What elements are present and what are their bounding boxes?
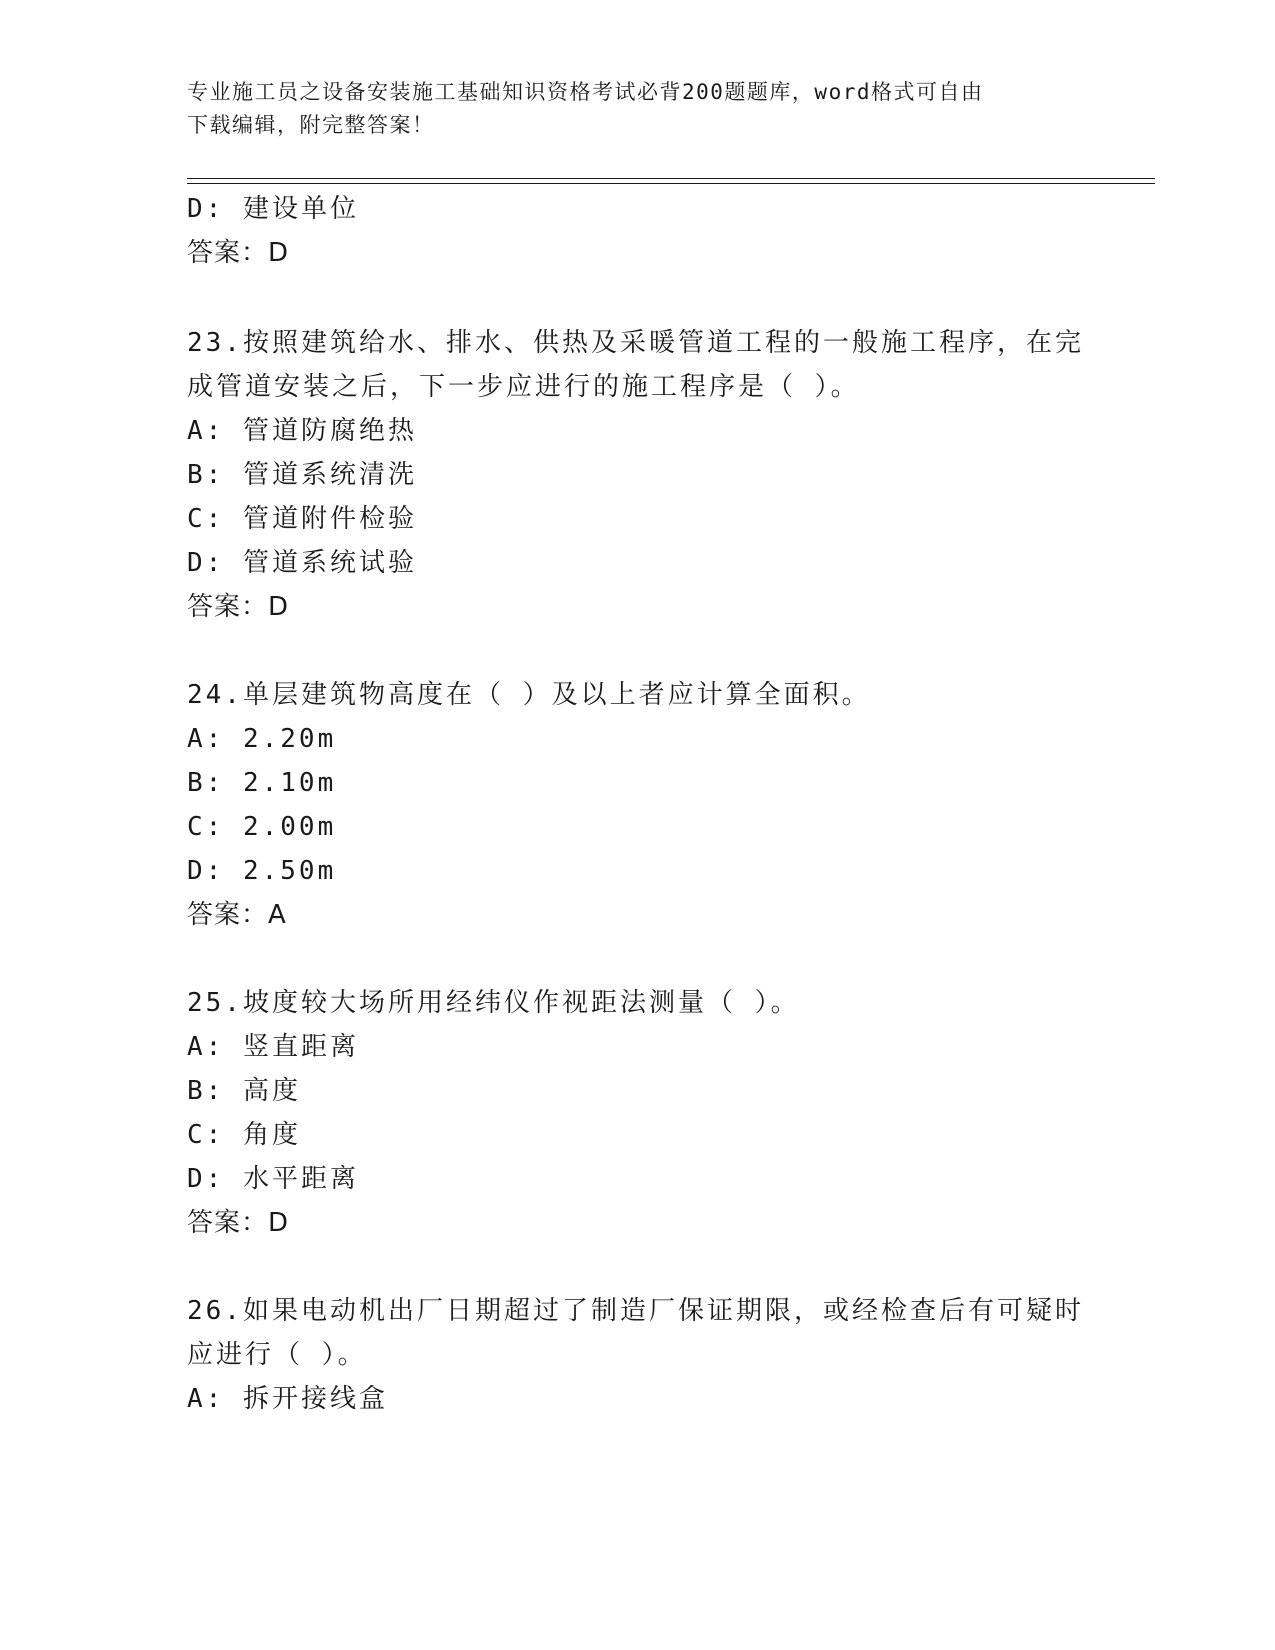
prev-option-d: D: 建设单位 xyxy=(187,194,359,224)
header-rule-bottom xyxy=(187,183,1155,184)
q26-stem-line-2: 应进行（ ）。 xyxy=(187,1340,367,1370)
header-line-2: 下载编辑，附完整答案！ xyxy=(187,113,435,137)
q24-option-c: C: 2.00m xyxy=(187,812,337,842)
q23-stem-line-2: 成管道安装之后，下一步应进行的施工程序是（ ）。 xyxy=(187,372,860,402)
q24-option-a: A: 2.20m xyxy=(187,724,337,754)
q23-option-b: B: 管道系统清洗 xyxy=(187,460,417,490)
q25-option-d: D: 水平距离 xyxy=(187,1164,359,1194)
q26-stem-line-1: 26.如果电动机出厂日期超过了制造厂保证期限，或经检查后有可疑时 xyxy=(187,1296,1084,1326)
header-line-1: 专业施工员之设备安装施工基础知识资格考试必背200题题库，word格式可自由 xyxy=(187,80,984,104)
q25-option-b: B: 高度 xyxy=(187,1076,301,1106)
document-header xyxy=(187,76,1087,142)
q24-stem-line-1: 24.单层建筑物高度在（ ）及以上者应计算全面积。 xyxy=(187,680,871,710)
q24-answer: 答案：A xyxy=(187,900,287,930)
q23-option-a: A: 管道防腐绝热 xyxy=(187,416,417,446)
q25-answer: 答案：D xyxy=(187,1208,290,1238)
prev-answer: 答案：D xyxy=(187,238,290,268)
q25-option-a: A: 竖直距离 xyxy=(187,1032,359,1062)
q26-option-a: A: 拆开接线盒 xyxy=(187,1384,388,1414)
q24-option-d: D: 2.50m xyxy=(187,856,337,886)
q23-option-d: D: 管道系统试验 xyxy=(187,548,417,578)
q25-stem-line-1: 25.坡度较大场所用经纬仪作视距法测量（ ）。 xyxy=(187,988,800,1018)
q23-option-c: C: 管道附件检验 xyxy=(187,504,417,534)
q24-option-b: B: 2.10m xyxy=(187,768,337,798)
q23-stem-line-1: 23.按照建筑给水、排水、供热及采暖管道工程的一般施工程序，在完 xyxy=(187,328,1084,358)
q25-option-c: C: 角度 xyxy=(187,1120,301,1150)
q23-answer: 答案：D xyxy=(187,592,290,622)
header-rule-top xyxy=(187,178,1155,179)
